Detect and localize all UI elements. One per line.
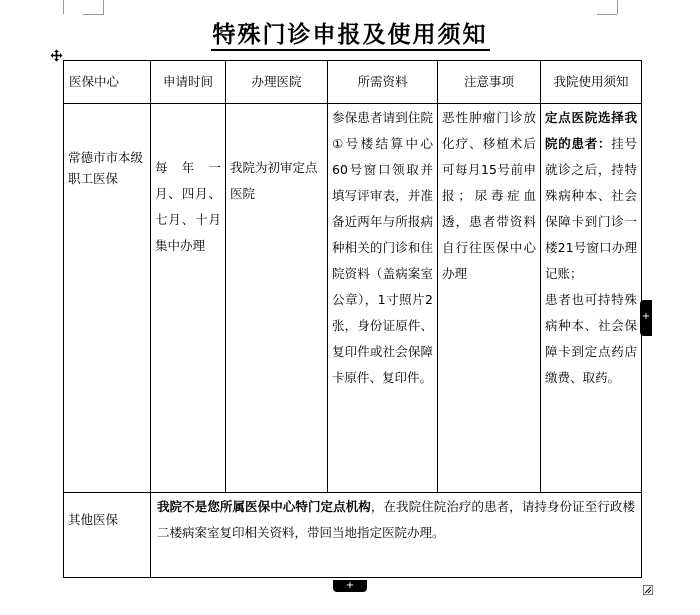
cell-other-label bbox=[64, 493, 151, 578]
header-hospital: 办理医院 bbox=[226, 61, 328, 104]
crop-mark bbox=[617, 0, 618, 14]
crop-mark bbox=[63, 0, 64, 14]
usage-rest: 挂号就诊之后，持特殊病种本、社会保障卡到门诊一楼21号窗口办理记账； bbox=[545, 136, 637, 281]
page-title-text: 特殊门诊申报及使用须知 bbox=[211, 22, 490, 51]
usage-bold: 定点医院选择我院的患者： bbox=[545, 110, 637, 151]
header-center: 医保中心 bbox=[64, 61, 151, 104]
cell-usage bbox=[541, 104, 642, 493]
cell-time bbox=[151, 104, 226, 493]
crop-mark bbox=[597, 14, 617, 15]
crop-mark bbox=[103, 0, 104, 15]
cell-other-note bbox=[151, 493, 642, 578]
plus-icon: + bbox=[641, 311, 651, 322]
header-usage: 我院使用须知 bbox=[541, 61, 642, 104]
other-note-bold: 我院不是您所属医保中心特门定点机构 bbox=[157, 499, 371, 514]
header-notes: 注意事项 bbox=[438, 61, 541, 104]
crop-mark bbox=[83, 14, 103, 15]
cell-materials bbox=[328, 104, 438, 493]
other-note-rest: ，在我院住院治疗的患者，请持身份证至行政楼二楼病案室复印相关资料，带回当地指定医院办理。 bbox=[157, 499, 635, 540]
cell-center bbox=[64, 104, 151, 493]
header-materials: 所需资料 bbox=[328, 61, 438, 104]
hospital-text: 我院为初审定点医院 bbox=[230, 160, 318, 201]
header-time: 申请时间 bbox=[151, 61, 226, 104]
notice-table bbox=[63, 60, 642, 578]
resize-icon[interactable] bbox=[643, 580, 653, 590]
add-column-button[interactable] bbox=[640, 300, 652, 336]
page-title bbox=[0, 16, 700, 49]
cell-notes bbox=[438, 104, 541, 493]
add-row-button[interactable] bbox=[333, 580, 367, 592]
usage-rest2: 患者也可持特殊病种本、社会保障卡到定点药店缴费、取药。 bbox=[545, 292, 637, 385]
center-text: 常德市市本级职工医保 bbox=[68, 150, 144, 186]
other-label: 其他医保 bbox=[68, 512, 119, 527]
time-text: 每 年 一月、四月、七月、十月集中办理 bbox=[155, 160, 221, 253]
cell-hospital bbox=[226, 104, 328, 493]
plus-icon: + bbox=[345, 580, 355, 591]
table-row bbox=[64, 104, 642, 493]
materials-text: 参保患者请到住院①号楼结算中心60号窗口领取并填写评审表，并准备近两年与所报病种相关的门诊和住院资料（盖病案室公章），1寸照片2张，身份证原件、复印件或社会保障卡原件、复印件。 bbox=[332, 110, 433, 385]
table-move-icon[interactable] bbox=[50, 47, 63, 60]
table-header-row bbox=[64, 61, 642, 104]
table-row-other bbox=[64, 493, 642, 578]
notes-text: 恶性肿瘤门诊放化疗、移植术后可每月15号前申报；尿毒症血透，患者带资料自行往医保中心办理 bbox=[442, 110, 536, 281]
